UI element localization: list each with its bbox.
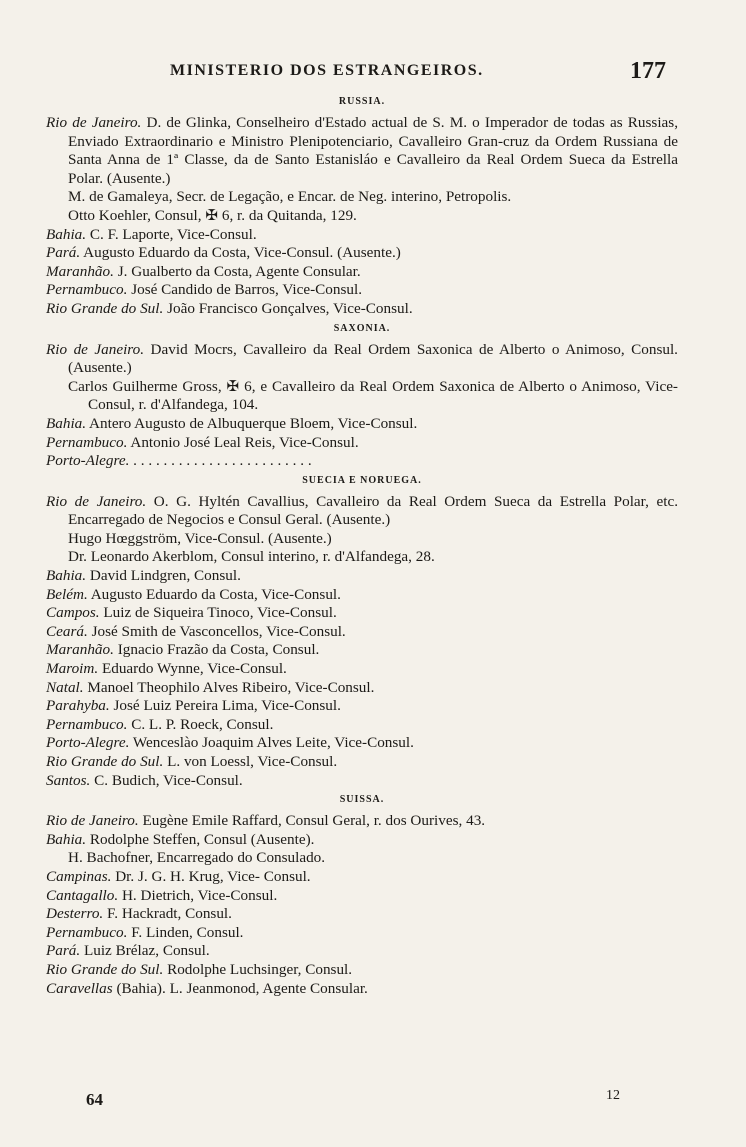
entry-text: F. Linden, Consul.	[127, 923, 244, 941]
entry-text: Wenceslào Joaquim Alves Leite, Vice-Consul.	[129, 734, 414, 752]
entry-text: Antero Augusto de Albuquerque Bloem, Vice-Consul.	[86, 414, 418, 432]
directory-content	[46, 92, 678, 998]
location-label: Rio Grande do Sul.	[46, 960, 164, 978]
directory-entry	[46, 772, 678, 791]
location-label: Maranhão.	[46, 641, 114, 659]
directory-entry	[46, 452, 678, 471]
location-label: Cantagallo.	[46, 886, 119, 904]
directory-entry	[46, 244, 678, 263]
entry-text: H. Dietrich, Vice-Consul.	[118, 886, 278, 904]
location-label: Bahia.	[46, 567, 87, 585]
entry-text: F. Hackradt, Consul.	[103, 905, 232, 923]
location-label: Bahia.	[46, 414, 87, 432]
directory-entry	[46, 226, 678, 245]
location-label: Santos.	[46, 771, 91, 789]
section	[46, 94, 678, 319]
directory-entry	[46, 812, 678, 831]
location-label: Caravellas	[46, 979, 113, 997]
directory-entry	[46, 679, 678, 698]
directory-entry	[46, 604, 678, 623]
entry-text: . . . . . . . . . . . . . . . . . . . . . . . .	[129, 452, 312, 470]
entry-text: Luiz Brélaz, Consul.	[80, 942, 210, 960]
location-label: Ceará.	[46, 622, 88, 640]
location-label: Porto-Alegre.	[46, 734, 130, 752]
entry-text: L. von Loessl, Vice-Consul.	[163, 753, 338, 770]
section	[46, 473, 678, 791]
entry-text: Luiz de Siqueira Tinoco, Vice-Consul.	[99, 604, 337, 622]
location-label: Rio de Janeiro.	[46, 340, 145, 358]
location-label: Pará.	[46, 942, 81, 960]
entry-text: David Lindgren, Consul.	[86, 567, 241, 585]
section-title: SUECIA E NORUEGA.	[302, 474, 422, 486]
location-label: Rio de Janeiro.	[46, 114, 142, 131]
section-title: SUISSA.	[339, 794, 385, 806]
location-label: Bahia.	[46, 225, 87, 243]
entry-text: Dr. J. G. H. Krug, Vice- Consul.	[111, 867, 311, 885]
entry-text: Augusto Eduardo da Costa, Vice-Consul.	[87, 585, 341, 603]
directory-entry	[46, 548, 678, 567]
directory-entry	[46, 114, 678, 188]
location-label: Pará.	[46, 244, 81, 262]
entry-text: Hugo Hœggström, Vice-Consul. (Ausente.)	[68, 529, 332, 547]
directory-entry	[46, 924, 678, 943]
entry-text: Eduardo Wynne, Vice-Consul.	[98, 660, 287, 678]
location-label: Rio Grande do Sul.	[46, 299, 164, 317]
entry-text: Antonio José Leal Reis, Vice-Consul.	[127, 433, 359, 451]
directory-entry	[46, 263, 678, 282]
directory-entry	[46, 849, 678, 868]
directory-entry	[46, 207, 678, 226]
entry-text: José Candido de Barros, Vice-Consul.	[127, 281, 363, 299]
entry-text: Manoel Theophilo Alves Ribeiro, Vice-Consul.	[83, 678, 375, 696]
location-label: Parahyba.	[46, 697, 110, 715]
directory-entry	[46, 641, 678, 660]
location-label: Campinas.	[46, 867, 112, 885]
directory-entry	[46, 300, 678, 319]
directory-entry	[46, 188, 678, 207]
directory-entry	[46, 530, 678, 549]
directory-entry	[46, 341, 678, 378]
directory-entry	[46, 586, 678, 605]
directory-entry	[46, 831, 678, 850]
entry-text: C. L. P. Roeck, Consul.	[127, 715, 274, 733]
entry-text: João Francisco Gonçalves, Vice-Consul.	[163, 299, 413, 317]
directory-entry	[46, 905, 678, 924]
entry-text: Rodolphe Luchsinger, Consul.	[163, 960, 353, 978]
directory-entry	[46, 734, 678, 753]
directory-entry	[46, 868, 678, 887]
section	[46, 321, 678, 471]
entry-text: D. de Glinka, Conselheiro d'Estado actual de S. M. o Imperador de todas as Russias, Enviado Extraordinario e Ministro Plenipotenciario, Cavalleiro Gran-cruz da Ordem Russiana de Santa Anna de 1ª Classe, da de Santo Estanisláo e Cavalleiro da Real Ordem Sueca da Estrella Polar. (Ausente.)	[68, 114, 678, 187]
entry-text: Otto Koehler, Consul, ✠ 6, r. da Quitanda, 129.	[68, 206, 357, 224]
section	[46, 792, 678, 998]
entry-text: H. Bachofner, Encarregado do Consulado.	[68, 849, 326, 867]
location-label: Campos.	[46, 604, 100, 622]
directory-entry	[46, 753, 678, 772]
entry-text: Rodolphe Steffen, Consul (Ausente).	[86, 830, 315, 848]
location-label: Pernambuco.	[46, 281, 128, 299]
directory-entry	[46, 887, 678, 906]
location-label: Natal.	[46, 678, 84, 696]
location-label: Bahia.	[46, 830, 87, 848]
location-label: Pernambuco.	[46, 433, 128, 451]
location-label: Pernambuco.	[46, 923, 128, 941]
directory-entry	[46, 697, 678, 716]
entry-text: José Smith de Vasconcellos, Vice-Consul.	[87, 622, 346, 640]
entry-text: (Bahia). L. Jeanmonod, Agente Consular.	[112, 979, 368, 997]
entry-text: Augusto Eduardo da Costa, Vice-Consul. (Ausente.)	[80, 244, 401, 262]
directory-entry	[46, 623, 678, 642]
entry-text: Ignacio Frazão da Costa, Consul.	[113, 641, 320, 659]
location-label: Rio de Janeiro.	[46, 492, 147, 510]
section-title: RUSSIA.	[338, 96, 386, 107]
directory-entry	[46, 567, 678, 586]
running-title: MINISTERIO DOS ESTRANGEIROS.	[170, 62, 484, 79]
location-label: Desterro.	[46, 905, 104, 923]
section-title: SAXONIA.	[333, 322, 391, 334]
location-label: Maroim.	[46, 660, 99, 678]
directory-entry	[46, 434, 678, 453]
entry-text: Carlos Guilherme Gross, ✠ 6, e Cavalleiro da Real Ordem Saxonica de Alberto o Animoso, Vice-Consul, r. d'Alfandega, 104.	[68, 377, 678, 414]
location-label: Pernambuco.	[46, 715, 128, 733]
directory-entry	[46, 378, 678, 415]
directory-entry	[46, 415, 678, 434]
page-footer	[0, 1088, 746, 1114]
leaf-number: 12	[606, 1088, 620, 1103]
directory-entry	[46, 980, 678, 999]
location-label: Belém.	[46, 585, 88, 603]
location-label: Porto-Alegre.	[46, 452, 130, 470]
directory-entry	[46, 493, 678, 530]
entry-text: M. de Gamaleya, Secr. de Legação, e Encar. de Neg. interino, Petropolis.	[68, 188, 512, 206]
page-number: 177	[630, 58, 666, 84]
signature-mark: 64	[86, 1090, 103, 1109]
entry-text: Eugène Emile Raffard, Consul Geral, r. dos Ourives, 43.	[138, 812, 486, 830]
location-label: Rio de Janeiro.	[46, 812, 139, 830]
directory-entry	[46, 281, 678, 300]
entry-text: C. Budich, Vice-Consul.	[90, 771, 243, 789]
entry-text: Dr. Leonardo Akerblom, Consul interino, r. d'Alfandega, 28.	[68, 548, 435, 566]
entry-text: David Mocrs, Cavalleiro da Real Ordem Saxonica de Alberto o Animoso, Consul. (Ausente.)	[68, 340, 678, 377]
directory-entry	[46, 660, 678, 679]
location-label: Maranhão.	[46, 262, 114, 280]
page-header	[0, 58, 746, 88]
entry-text: J. Gualberto da Costa, Agente Consular.	[113, 262, 361, 280]
entry-text: O. G. Hyltén Cavallius, Cavalleiro da Real Ordem Sueca da Estrella Polar, etc. Encarregado de Negocios e Consul Geral. (Ausente.)	[68, 492, 678, 529]
directory-entry	[46, 942, 678, 961]
entry-text: José Luiz Pereira Lima, Vice-Consul.	[109, 697, 341, 715]
entry-text: C. F. Laporte, Vice-Consul.	[86, 225, 257, 243]
directory-entry	[46, 961, 678, 980]
location-label: Rio Grande do Sul.	[46, 753, 164, 770]
directory-entry	[46, 716, 678, 735]
